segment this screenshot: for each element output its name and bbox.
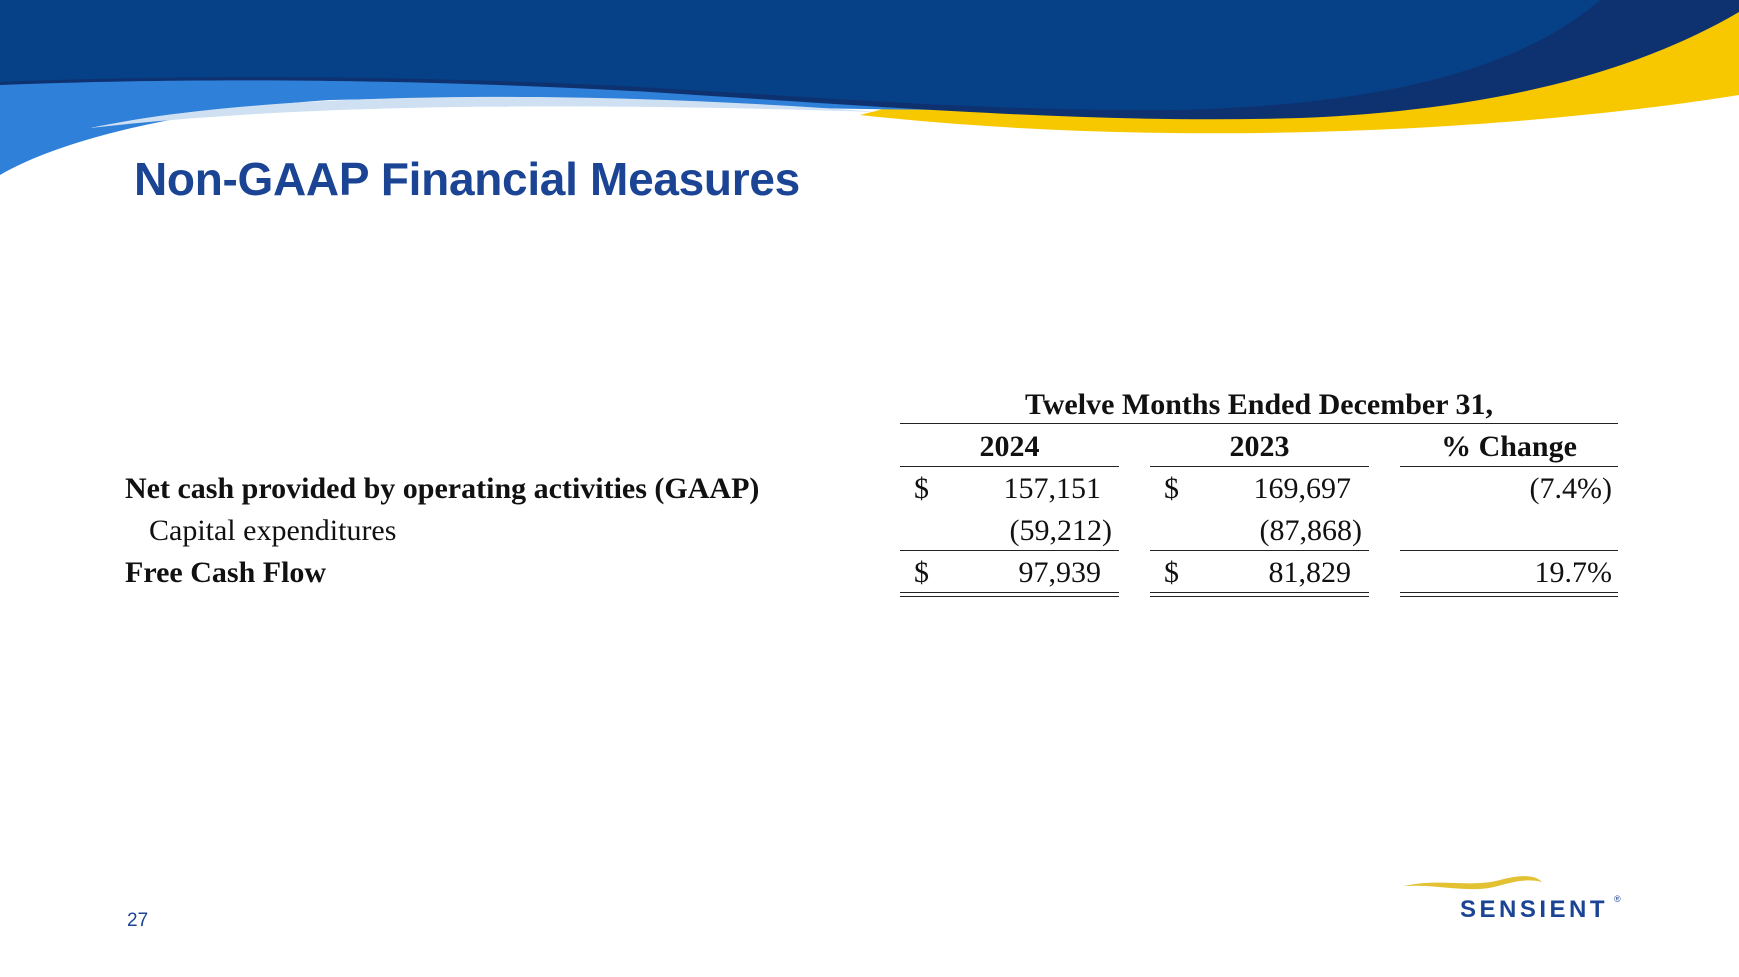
row3-pct-change: 19.7% xyxy=(1534,556,1612,589)
row1-2023-currency: $ xyxy=(1164,472,1179,505)
row1-2024-currency: $ xyxy=(914,472,929,505)
subtotal-rule-2023 xyxy=(1150,550,1369,551)
row3-2023-currency: $ xyxy=(1164,556,1179,589)
total-rule-2023-a xyxy=(1150,592,1369,593)
col-header-2023: 2023 xyxy=(1229,430,1290,463)
row2-2024-value: (59,212) xyxy=(1009,514,1112,547)
row-label-capex: Capital expenditures xyxy=(149,514,397,547)
total-rule-2024-a xyxy=(900,592,1119,593)
logo-wordmark: SENSIENT xyxy=(1460,896,1609,923)
page-number: 27 xyxy=(127,910,149,931)
subtotal-rule-pct-change xyxy=(1400,550,1618,551)
header-rule xyxy=(900,423,1618,424)
subtotal-rule-2024 xyxy=(900,550,1119,551)
col-header-pct-change: % Change xyxy=(1441,430,1577,463)
col-header-2024: 2024 xyxy=(979,430,1040,463)
row3-2023-value: 81,829 xyxy=(1268,556,1351,589)
col-rule-2024 xyxy=(900,466,1119,467)
row1-2023-value: 169,697 xyxy=(1253,472,1351,505)
total-rule-2023-b xyxy=(1150,596,1369,597)
total-rule-pct-b xyxy=(1400,596,1618,597)
row3-2024-value: 97,939 xyxy=(1018,556,1101,589)
registered-mark: ® xyxy=(1614,894,1621,904)
logo-swoosh-icon xyxy=(1400,872,1560,896)
row-label-operating-cash: Net cash provided by operating activities (GAAP) xyxy=(125,472,760,505)
period-header: Twelve Months Ended December 31, xyxy=(1024,388,1494,421)
row1-2024-value: 157,151 xyxy=(1003,472,1101,505)
total-rule-2024-b xyxy=(900,596,1119,597)
row-label-free-cash-flow: Free Cash Flow xyxy=(125,556,327,589)
row1-pct-change: (7.4%) xyxy=(1529,472,1612,505)
col-rule-pct-change xyxy=(1400,466,1618,467)
page-title: Non-GAAP Financial Measures xyxy=(134,153,800,205)
row3-2024-currency: $ xyxy=(914,556,929,589)
sensient-logo xyxy=(1400,872,1630,922)
total-rule-pct-a xyxy=(1400,592,1618,593)
row2-2023-value: (87,868) xyxy=(1259,514,1362,547)
col-rule-2023 xyxy=(1150,466,1369,467)
